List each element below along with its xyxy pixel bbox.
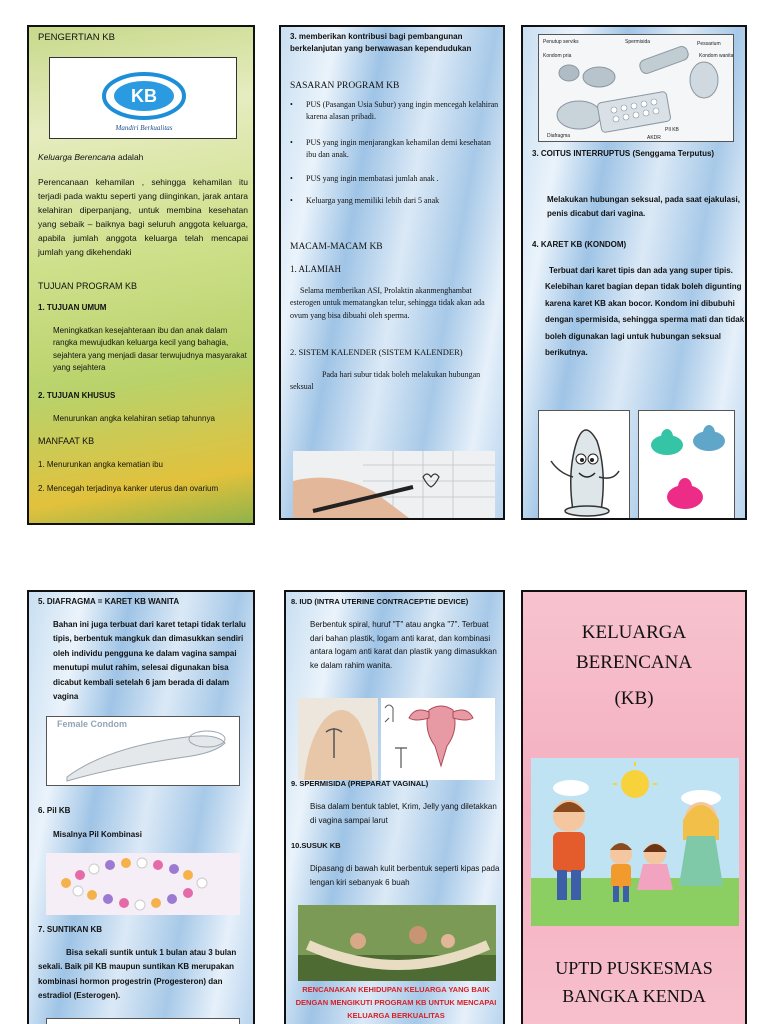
female-condom-icon	[47, 717, 240, 786]
kondom-body: Terbuat dari karet tipis dan ada yang super tipis. Kelebihan karet bagian depan tidak boleh digunting karena karet KB akan bocor. Kondom ini dibubuhi dengan spermisida, sehingga sperma mati dan tidak boleh digunakan lagi untuk hubungan seksual berikutnya.	[545, 266, 745, 357]
logo-text: KB	[131, 86, 157, 106]
pill-photo	[46, 853, 240, 915]
diafragma-body: Bahan ini juga terbuat dari karet tetapi tidak terlalu tipis, berbentuk mangkuk dan dimasukkan sendiri oleh individu pengguna ke dalam vagina sampai menutupi mulut rahim, selesai digunakan bisa dicabut kembali setelah 6 jam berada di dalam vagina	[53, 620, 246, 701]
spermisida-body: Bisa dalam bentuk tablet, Krim, Jelly yang diletakkan di vagina sampai larut	[310, 802, 497, 825]
sasaran-text-1: PUS (Pasangan Usia Subur) yang ingin mencegah kelahiran karena alasan pribadi.	[306, 100, 499, 122]
sasaran-item: • PUS yang ingin menjarangkan kehamilan demi kesehatan ibu dan anak.	[290, 137, 500, 149]
cover-footer-2: BANGKA KENDA	[562, 986, 706, 1006]
alamiah-label: 1. ALAMIAH	[290, 264, 341, 274]
label-pessarium: Pessarium	[697, 41, 721, 47]
cover-footer-1: UPTD PUSKESMAS	[555, 958, 713, 978]
pil-body: Misalnya Pil Kombinasi	[53, 830, 142, 839]
panel-pengertian	[27, 25, 255, 525]
injection-photo	[46, 1018, 240, 1024]
condom-cartoon	[538, 410, 630, 520]
colored-condoms-icon	[639, 411, 735, 520]
sasaran-item: • PUS yang ingin membatasi jumlah anak .	[290, 173, 500, 185]
label-diafragma: Diafragma	[547, 133, 571, 139]
logo-tagline: Mandiri Berkualitas	[115, 124, 173, 132]
manfaat-item-3: 3. memberikan kontribusi bagi pembangunan berkelanjutan yang berwawasan kependudukan	[290, 32, 472, 54]
tujuan-umum-label: 1. TUJUAN UMUM	[38, 303, 107, 312]
sasaran-text-3: PUS yang ingin membatasi jumlah anak .	[306, 174, 439, 183]
susuk-label: 10.SUSUK KB	[291, 841, 341, 850]
uterus-diagram	[381, 698, 495, 780]
colored-condoms-photo	[638, 410, 735, 520]
pil-label: 6. Pil KB	[38, 806, 71, 815]
label-kondom-wanita: Kondom wanita	[699, 53, 734, 59]
kb-logo-image	[49, 57, 237, 139]
heading-sasaran: SASARAN PROGRAM KB	[290, 81, 400, 91]
diafragma-label: 5. DIAFRAGMA = KARET KB WANITA	[38, 597, 180, 606]
female-condom-title: Female Condom	[57, 719, 128, 729]
kondom-label: 4. KARET KB (KONDOM)	[532, 240, 627, 249]
manfaat-item-2: 2. Mencegah terjadinya kanker uterus dan ovarium	[38, 484, 219, 493]
label-pil-kb: PIl KB	[665, 127, 679, 133]
slogan-text: RENCANAKAN KEHIDUPAN KELUARGA YANG BAIK DENGAN MENGIKUTI PROGRAM KB UNTUK MENCAPAI KELUARGA BERKUALITAS	[295, 985, 497, 1020]
calendar-pen-icon	[293, 451, 495, 520]
kb-logo-icon	[50, 58, 237, 139]
uterus-icon	[381, 698, 495, 780]
suntik-body: Bisa sekali suntik untuk 1 bulan atau 3 bulan sekali. Baik pil KB maupun suntikan KB merupakan kombinasi hormon progestrin (Progesteron) dan estradiol (Esterogen).	[38, 948, 237, 1001]
contraceptives-diagram	[538, 34, 734, 142]
definition-word: adalah	[115, 152, 144, 162]
sasaran-text-2: PUS yang ingin menjarangkan kehamilan demi kesehatan ibu dan anak.	[306, 138, 491, 160]
pill-icon	[46, 853, 240, 915]
panel-sasaran	[279, 25, 505, 520]
family-photo-icon	[298, 905, 496, 981]
cover-title-3: (KB)	[614, 688, 654, 709]
heading-pengertian: PENGERTIAN KB	[38, 32, 115, 43]
female-condom-image	[46, 716, 240, 786]
hand-iud-icon	[298, 698, 378, 780]
cover-title-1: KELUARGA	[581, 622, 687, 643]
sasaran-text-4: Keluarga yang memiliki lebih dari 5 anak	[306, 196, 440, 205]
alamiah-body: Selama memberikan ASI, Prolaktin akanmenghambat esterogen untuk mematangkan telur, sehingga tidak akan ada ovum yang bisa dibuahi oleh sperma.	[290, 286, 485, 320]
kalender-label: 2. SISTEM KALENDER (SISTEM KALENDER)	[290, 347, 463, 357]
heading-manfaat: MANFAAT KB	[38, 436, 95, 446]
family-hammock-photo	[298, 905, 496, 981]
family-cartoon-icon	[531, 758, 739, 926]
coitus-body: Melakukan hubungan seksual, pada saat ejakulasi, penis dicabut dari vagina.	[547, 195, 740, 218]
panel-cover	[521, 590, 747, 1024]
definition-body: Perencanaan kehamilan , sehingga kehamilan itu terjadi pada waktu seperti yang diinginkan, jarak antara kelahiran diperpanjang, untuk membina kesehatan yang sebaik – baiknya bagi seluruh anggota keluarga, apabila jumlah anggota keluarga telah mencapai jumlah yang dikehendaki	[38, 177, 248, 258]
calendar-photo	[293, 451, 495, 520]
sasaran-item: • Keluarga yang memiliki lebih dari 5 anak	[290, 195, 500, 207]
label-akdr: AKDR	[647, 135, 661, 141]
coitus-label: 3. COITUS INTERRUPTUS (Senggama Terputus)	[532, 149, 715, 158]
definition-term: Keluarga Berencana	[38, 152, 116, 162]
suntik-label: 7. SUNTIKAN KB	[38, 925, 103, 934]
family-cartoon	[531, 758, 739, 926]
tujuan-khusus-label: 2. TUJUAN KHUSUS	[38, 391, 116, 400]
panel-diafragma	[27, 590, 255, 1024]
heading-macam: MACAM-MACAM KB	[290, 242, 383, 252]
kalender-body: Pada hari subur tidak boleh melakukan hubungan seksual	[290, 370, 481, 392]
panel-iud	[284, 590, 505, 1024]
contraceptives-icon	[539, 35, 734, 142]
heading-tujuan: TUJUAN PROGRAM KB	[38, 281, 138, 291]
definition-line	[38, 151, 143, 164]
label-spermisida: Spermisida	[625, 39, 651, 45]
iud-body: Berbentuk spiral, huruf "T" atau angka "7". Terbuat dari bahan plastik, logam anti karat, dan kombinasi antara logam anti karat dan plastik yang dimasukkan ke dalam rahim wanita.	[310, 620, 497, 670]
iud-photo	[298, 698, 378, 780]
label-penutup-serviks: Penutup serviks	[543, 39, 579, 45]
tujuan-umum-body: Meningkatkan kesejahteraan ibu dan anak dalam rangka mewujudkan keluarga kecil yang bahagia, sejahtera yang menjadi dasar terwujudnya masyarakat yang sejahtera	[53, 326, 247, 373]
spermisida-label: 9. SPERMISIDA (PREPARAT VAGINAL)	[291, 779, 429, 788]
iud-label: 8. IUD (INTRA UTERINE CONTRACEPTIE DEVICE)	[291, 597, 469, 606]
cover-title-2: BERENCANA	[575, 652, 693, 673]
label-kondom-pria: Kondom pria	[543, 53, 572, 59]
tujuan-khusus-body: Menurunkan angka kelahiran setiap tahunnya	[53, 414, 215, 423]
susuk-body: Dipasang di bawah kulit berbentuk seperti kipas pada lengan kiri sebanyak 6 buah	[310, 864, 500, 887]
sasaran-item: • PUS (Pasangan Usia Subur) yang ingin mencegah kelahiran karena alasan pribadi.	[290, 99, 500, 111]
condom-cartoon-icon	[539, 411, 630, 520]
manfaat-item-1: 1. Menurunkan angka kematian ibu	[38, 460, 163, 469]
panel-kondom	[521, 25, 747, 520]
